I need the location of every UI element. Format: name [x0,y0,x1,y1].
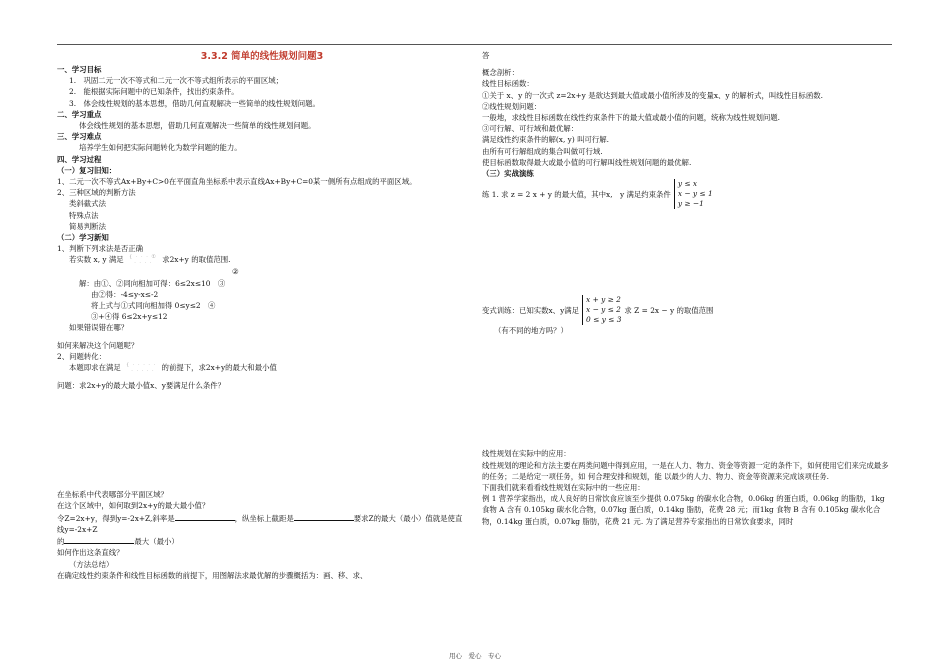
section-heading: 一、学习目标 [57,65,102,74]
solution-line: ③+④得 6≤2x+y≤12 [91,312,168,322]
paragraph: 问题：求2x+y的最大最小值x、y要满足什么条件？ [57,381,226,391]
answer-blank[interactable] [175,512,235,521]
constraint-system: y ≤ x x − y ≤ 1 y ≥ −1 [674,179,713,209]
paragraph: 线性目标函数： [482,79,534,89]
conversion-line [57,362,467,374]
section-heading: 四、学习过程 [57,154,102,164]
paragraph: （方法总结） [69,559,114,569]
solution-line: 如果错误错在哪？ [69,323,129,333]
question-line [57,254,467,266]
paragraph: 下面我们就来看看线性规划在实际中的一些应用： [482,483,645,493]
paragraph: 1、二元一次不等式Ax+By+C>0在平面直角坐标系中表示直线Ax+By+C=0某一侧所有点组成的平面区域。 [57,177,417,187]
list-item: 3. 体会线性规划的基本思想，借助几何直观解决一些简单的线性规划问题。 [69,98,320,108]
paragraph: 2、三种区域的判断方法 [57,188,136,198]
paragraph: ③可行解、可行域和最优解： [482,124,579,134]
paragraph: 一般地，求线性目标函数在线性约束条件下的最大值或最小值的问题，统称为线性规划问题. [482,113,780,123]
list-item: 特殊点法 [69,210,99,220]
solution-line: 由②得：-4≤y-x≤-2 [91,289,159,299]
exercise-line [482,179,892,209]
paragraph: ②线性规划问题： [482,101,542,111]
subsection-heading: （三）实战演练 [482,169,534,179]
list-item: 1. 巩固二元一次不等式和二元一次不等式组所表示的平面区域； [69,76,283,86]
variant-text: 变式训练：已知实数x、y满足 [482,305,580,315]
list-item: 简易判断法 [69,221,106,231]
paragraph: 2、问题转化： [57,351,107,361]
paragraph: 1、判断下列求法是否正确 [57,244,144,254]
answer-blank[interactable] [64,535,134,544]
variant-line [482,295,892,325]
conversion-text: 本题即求在满足 [69,363,121,373]
subsection-heading: （二）学习新知 [57,233,109,243]
paragraph: 例 1 营养学家指出，成人良好的日常饮食应该至少提供 0.075kg 的碳水化合物，0.06kg 的蛋白质，0.06kg 的脂肪，1kg 食物 A 含有 0.105kg 碳水化合物，0.07kg 蛋白质，0.14kg 脂肪，花费 28 元；而1kg 食物 B 含有 0.105kg 碳水化合物，0.14kg 蛋白质，0.07kg 脂肪，花费 21 元. 为了满足营养专家指出的日常饮食要求，同时 [482,494,885,526]
paragraph: 在坐标系中代表哪部分平面区域？ [57,490,168,500]
paragraph: 如何作出这条直线？ [57,548,124,558]
constraint-system: x + y ≥ 2 x − y ≤ 2 0 ≤ y ≤ 3 [582,295,621,325]
question-text: 若实数 x, y 满足 [69,255,124,265]
paragraph: 使目标函数取得最大或最小值的可行解叫线性规划问题的最优解. [482,157,692,167]
exercise-text: 练 1. 求 z = 2 x + y 的最大值，其中x, y 满足约束条件 [482,189,671,199]
paragraph: 体会线性规划的基本思想，借助几何直观解决一些简单的线性规划问题。 [79,121,316,131]
paragraph: 概念剖析： [482,68,519,78]
paragraph: 由所有可行解组成的集合叫做可行域. [482,146,603,156]
paragraph: 如何来解决这个问题呢？ [57,340,139,350]
answer-blank[interactable] [294,512,354,521]
question-text: 求2x+y 的取值范围. [162,255,231,265]
variant-text: 求 Z = 2x − y 的取值范围 [624,305,714,315]
inequality-system-image: { · · · · · · · · · · [126,362,157,375]
page-title: 3.3.2 简单的线性规划问题3 [200,51,324,62]
left-column [57,50,467,581]
paragraph: 线性规划的理论和方法主要在两类问题中得到应用，一是在人力、物力、资金等资源一定的条件下，如何使用它们来完成最多的任务；二是给定一项任务，如 何合理安排和规划，能 以最少的人力、物力、资金等资源来完成该项任务. [482,460,889,481]
paragraph: 满足线性约束条件的解(x, y) 叫可行解. [482,135,609,145]
list-item: 类斜截式法 [69,199,106,209]
fill-line: 的 最大（最小） [57,537,179,547]
inequality-system-image: { · · · ① · · · · [129,254,157,267]
section-heading: 三、学习难点 [57,132,102,142]
paragraph: 培养学生如何把实际问题转化为数学问题的能力。 [79,143,242,153]
paragraph: ①关于 x、y 的一次式 z=2x+y 是欲达到最大值或最小值所涉及的变量x、y 的解析式，叫线性目标函数. [482,90,823,100]
solution-line: 解：由①、②同向相加可得：6≤2x≤10 ③ [79,278,226,288]
section-heading: 二、学习重点 [57,109,102,119]
equation-mark: ② [232,267,239,277]
paragraph: 线性规划在实际中的应用： [482,449,571,459]
solution-line: 将上式与①式同向相加得 0≤y≤2 ④ [91,301,216,311]
answer-label: 答 [482,51,490,60]
page-footer: 用心 爱心 专心 [449,652,501,660]
right-column [482,50,892,527]
header-rule [57,44,892,45]
paragraph: 在确定线性约束条件和线性目标函数的前提下，用图解法求最优解的步骤概括为：画、移、求、 [57,570,368,580]
fill-line: 令Z=2x+y，得到y=-2x+Z,斜率是 ，纵坐标上截距是 要求Z的最大（最小）值就是使直线y=-2x+Z [57,513,463,534]
subsection-heading: （一）复习旧知： [57,165,117,175]
paragraph: 在这个区域中，如何取到2x+y的最大最小值？ [57,501,210,511]
paragraph: （有不同的地方吗？） [494,326,568,336]
list-item: 2. 能根据实际问题中的已知条件，找出约束条件。 [69,87,239,97]
conversion-text: 的前提下，求2x+y的最大和最小值 [161,363,277,373]
